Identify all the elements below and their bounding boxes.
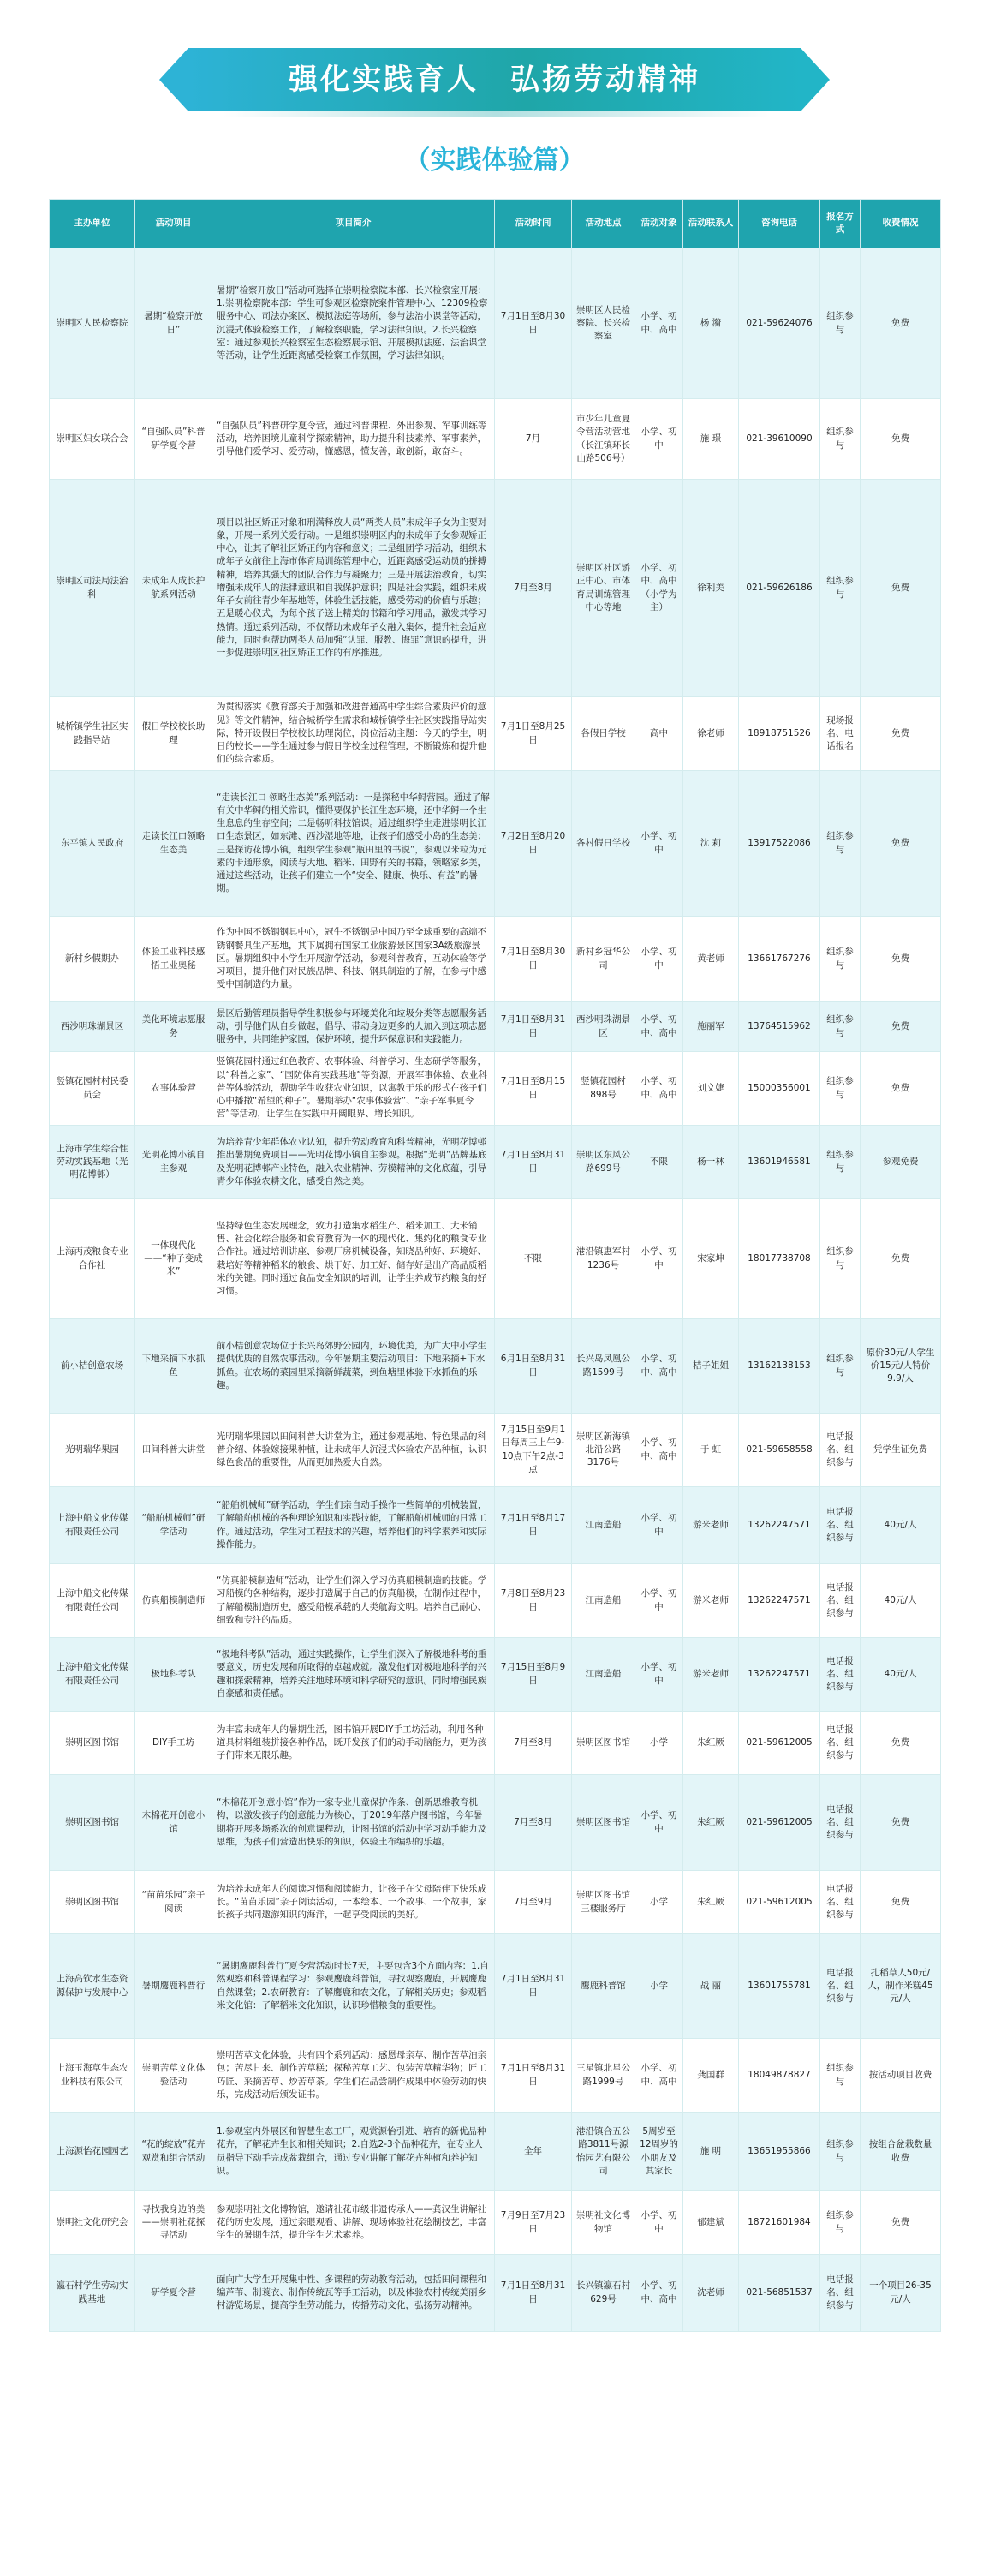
project-cell: “自强队员”科普研学夏令营 bbox=[135, 399, 212, 480]
project-cell: 崇明苦草文化体验活动 bbox=[135, 2039, 212, 2113]
signup-cell: 组织参与 bbox=[820, 480, 861, 697]
signup-cell: 组织参与 bbox=[820, 2039, 861, 2113]
contact-cell: 游米老师 bbox=[683, 1564, 739, 1638]
contact-cell: 朱红厥 bbox=[683, 1775, 739, 1871]
target-cell: 小学、初中 bbox=[635, 1564, 683, 1638]
table-row bbox=[50, 1487, 941, 1564]
intro-cell: 面向广大学生开展集中性、多课程的劳动教育活动，包括田间课程和编芦苇、制蓑衣、制作传统瓦等手工活动，以及体验农村传统美丽乡村游览场景，提高学生劳动能力，传播劳动文化，弘扬劳动精神。 bbox=[212, 2255, 495, 2332]
fee-cell: 免费 bbox=[861, 1052, 941, 1126]
signup-cell: 组织参与 bbox=[820, 1002, 861, 1052]
signup-cell: 电话报名、组织参与 bbox=[820, 1414, 861, 1487]
location-cell: 鹰鹿科普馆 bbox=[572, 1934, 635, 2039]
phone-cell: 13262247571 bbox=[739, 1487, 820, 1564]
phone-cell: 021-59624076 bbox=[739, 248, 820, 399]
location-cell: 崇明区新海镇北沿公路3176号 bbox=[572, 1414, 635, 1487]
target-cell: 小学 bbox=[635, 1871, 683, 1934]
contact-cell: 桔子姐姐 bbox=[683, 1319, 739, 1414]
project-cell: 一体现代化——“种子变成米” bbox=[135, 1199, 212, 1319]
signup-cell: 组织参与 bbox=[820, 1052, 861, 1126]
location-cell: 崇明区人民检察院、长兴检察室 bbox=[572, 248, 635, 399]
fee-cell: 免费 bbox=[861, 248, 941, 399]
time-cell: 不限 bbox=[495, 1199, 572, 1319]
table-row bbox=[50, 917, 941, 1002]
contact-cell: 杨 漪 bbox=[683, 248, 739, 399]
location-cell: 各村假日学校 bbox=[572, 771, 635, 917]
location-cell: 江南造船 bbox=[572, 1487, 635, 1564]
location-cell: 长兴镇瀛石村629号 bbox=[572, 2255, 635, 2332]
fee-cell: 凭学生证免费 bbox=[861, 1414, 941, 1487]
fee-cell: 原价30元/人学生价15元/人特价9.9/人 bbox=[861, 1319, 941, 1414]
signup-cell: 电话报名、组织参与 bbox=[820, 1564, 861, 1638]
target-cell: 小学、初中、高中 bbox=[635, 2039, 683, 2113]
intro-cell: 参观崇明社文化博物馆，邀请社花市级非遗传承人——龚汉生讲解社花的历史发展，通过亲眼观看、讲解、现场体验社花绘制技艺，丰富学生的暑期生活，提升学生艺术素养。 bbox=[212, 2191, 495, 2255]
target-cell: 小学、初中、高中 bbox=[635, 1414, 683, 1487]
column-header: 活动地点 bbox=[572, 200, 635, 248]
location-cell: 江南造船 bbox=[572, 1638, 635, 1712]
organizer-cell: 崇明区图书馆 bbox=[50, 1775, 135, 1871]
phone-cell: 13661767276 bbox=[739, 917, 820, 1002]
table-row bbox=[50, 1199, 941, 1319]
table-row bbox=[50, 248, 941, 399]
phone-cell: 13601946581 bbox=[739, 1126, 820, 1199]
table-row bbox=[50, 2255, 941, 2332]
fee-cell: 参观免费 bbox=[861, 1126, 941, 1199]
intro-cell: 竖镇花园村通过红色教育、农事体验、科普学习、生态研学等服务，以“科普之家”、“国防体育实践基地”等资源，开展军事体验、农业科普等体验活动，帮助学生收获农业知识，以寓教于乐的形式在孩子们心中播撒“希望的种子”。暑期举办“农事体验营”、“亲子军事夏令营”等活动，让学生在实践中开阔眼界、增长知识。 bbox=[212, 1052, 495, 1126]
fee-cell: 免费 bbox=[861, 1775, 941, 1871]
contact-cell: 游米老师 bbox=[683, 1638, 739, 1712]
page-header bbox=[0, 0, 989, 199]
table-row bbox=[50, 1414, 941, 1487]
project-cell: 下地采摘下水抓鱼 bbox=[135, 1319, 212, 1414]
project-cell: 假日学校校长助理 bbox=[135, 697, 212, 771]
contact-cell: 黄老师 bbox=[683, 917, 739, 1002]
table-row bbox=[50, 2113, 941, 2191]
time-cell: 7月至8月 bbox=[495, 1775, 572, 1871]
signup-cell: 电话报名、组织参与 bbox=[820, 1638, 861, 1712]
target-cell: 小学、初中 bbox=[635, 917, 683, 1002]
organizer-cell: 光明瑞华果园 bbox=[50, 1414, 135, 1487]
fee-cell: 按组合盆栽数量收费 bbox=[861, 2113, 941, 2191]
time-cell: 7月15日至8月9日 bbox=[495, 1638, 572, 1712]
column-header: 报名方式 bbox=[820, 200, 861, 248]
fee-cell: 免费 bbox=[861, 771, 941, 917]
fee-cell: 免费 bbox=[861, 697, 941, 771]
page-title: 强化实践育人 弘扬劳动精神 bbox=[289, 63, 700, 97]
time-cell: 7月9日至7月23日 bbox=[495, 2191, 572, 2255]
fee-cell: 一个项目26-35元/人 bbox=[861, 2255, 941, 2332]
phone-cell: 021-59612005 bbox=[739, 1775, 820, 1871]
column-header: 主办单位 bbox=[50, 200, 135, 248]
organizer-cell: 瀛石村学生劳动实践基地 bbox=[50, 2255, 135, 2332]
time-cell: 7月至8月 bbox=[495, 480, 572, 697]
phone-cell: 021-59658558 bbox=[739, 1414, 820, 1487]
project-cell: “花的绽放”花卉观赏和组合活动 bbox=[135, 2113, 212, 2191]
contact-cell: 沈老师 bbox=[683, 2255, 739, 2332]
time-cell: 7月8日至8月23日 bbox=[495, 1564, 572, 1638]
intro-cell: “极地科考队”活动，通过实践操作，让学生们深入了解极地科考的重要意义，历史发展和所取得的卓越成就。激发他们对极地地科学的兴趣和探索精神，培养关注地球环境和科学研究的意识。同时增强民族自豪感和责任感。 bbox=[212, 1638, 495, 1712]
phone-cell: 15000356001 bbox=[739, 1052, 820, 1126]
project-cell: 研学夏令营 bbox=[135, 2255, 212, 2332]
intro-cell: 坚持绿色生态发展理念，致力打造集水稻生产、稻米加工、大米销售、社会化综合服务和食育教育为一体的现代化、集约化的粮食专业合作社。通过培训讲座、参观厂房机械设备，知晓品种好、环境好、栽培好等精神稻米的粮食、烘干好、加工好、储存好是出产高品质稻米的关键。同时通过食品安全知识的培训，让学生养成节约粮食的好习惯。 bbox=[212, 1199, 495, 1319]
project-cell: 农事体验营 bbox=[135, 1052, 212, 1126]
table-row bbox=[50, 1638, 941, 1712]
location-cell: 长兴岛凤凰公路1599号 bbox=[572, 1319, 635, 1414]
fee-cell: 扎稻草人50元/人，制作米糕45元/人 bbox=[861, 1934, 941, 2039]
table-row bbox=[50, 1934, 941, 2039]
fee-cell: 免费 bbox=[861, 1002, 941, 1052]
phone-cell: 021-59612005 bbox=[739, 1712, 820, 1775]
fee-cell: 40元/人 bbox=[861, 1487, 941, 1564]
target-cell: 小学、初中、高中 bbox=[635, 2255, 683, 2332]
contact-cell: 郁建斌 bbox=[683, 2191, 739, 2255]
target-cell: 高中 bbox=[635, 697, 683, 771]
signup-cell: 组织参与 bbox=[820, 1319, 861, 1414]
phone-cell: 021-39610090 bbox=[739, 399, 820, 480]
contact-cell: 战 丽 bbox=[683, 1934, 739, 2039]
time-cell: 7月1日至8月31日 bbox=[495, 2039, 572, 2113]
intro-cell: 为培养未成年人的阅读习惯和阅读能力，让孩子在父母陪伴下快乐成长。“苗苗乐园”亲子阅读活动，一本绘本、一个故事、一个故事，家长孩子共同邀游知识的海洋，一起享受阅读的美好。 bbox=[212, 1871, 495, 1934]
table-row bbox=[50, 1126, 941, 1199]
fee-cell: 免费 bbox=[861, 480, 941, 697]
time-cell: 7月1日至8月31日 bbox=[495, 2255, 572, 2332]
phone-cell: 18918751526 bbox=[739, 697, 820, 771]
location-cell: 市少年儿童夏令营活动营地（长江镇环长山路506号） bbox=[572, 399, 635, 480]
intro-cell: 项目以社区矫正对象和刑满释放人员“两类人员”未成年子女为主要对象，开展一系列关爱行动。一是组织崇明区内的未成年子女参观矫正中心，让其了解社区矫正的内容和意义；二是组团学习活动，组织未成年子女前往上海市体育局训练管理中心，近距离感受运动员的拼搏精神，培养其强大的团队合作力与凝聚力；三是开展法治教育，切实增强未成年人的法律意识和自我保护意识；四是社会实践，组织未成年子女前往青少年基地等，体验生活技能，感受劳动的价值与乐趣；五是暖心仪式，为每个孩子送上精美的书籍和学习用品，激发其学习热情。通过系列活动，不仅帮助未成年子女融入集体，提升社会适应能力，同时也帮助两类人员加强“认罪、服教、悔罪”意识的提升，进一步促进崇明区社区矫正工作的有序推进。 bbox=[212, 480, 495, 697]
signup-cell: 电话报名、组织参与 bbox=[820, 1487, 861, 1564]
column-header: 活动项目 bbox=[135, 200, 212, 248]
organizer-cell: 东平镇人民政府 bbox=[50, 771, 135, 917]
contact-cell: 徐老师 bbox=[683, 697, 739, 771]
location-cell: 各假日学校 bbox=[572, 697, 635, 771]
target-cell: 小学、初中 bbox=[635, 1487, 683, 1564]
column-header: 项目简介 bbox=[212, 200, 495, 248]
project-cell: 未成年人成长护航系列活动 bbox=[135, 480, 212, 697]
target-cell: 小学、初中、高中 bbox=[635, 1052, 683, 1126]
organizer-cell: 崇明区图书馆 bbox=[50, 1871, 135, 1934]
phone-cell: 18049878827 bbox=[739, 2039, 820, 2113]
target-cell: 小学、初中 bbox=[635, 771, 683, 917]
signup-cell: 组织参与 bbox=[820, 917, 861, 1002]
project-cell: 寻找我身边的美——崇明社花探寻活动 bbox=[135, 2191, 212, 2255]
phone-cell: 13262247571 bbox=[739, 1564, 820, 1638]
contact-cell: 游米老师 bbox=[683, 1487, 739, 1564]
contact-cell: 施 璟 bbox=[683, 399, 739, 480]
organizer-cell: 上海中船文化传媒有限责任公司 bbox=[50, 1638, 135, 1712]
target-cell: 小学、初中、高中 bbox=[635, 1319, 683, 1414]
project-cell: 仿真船模制造师 bbox=[135, 1564, 212, 1638]
fee-cell: 40元/人 bbox=[861, 1564, 941, 1638]
location-cell: 港沿镇合五公路3811号源怡园艺有限公司 bbox=[572, 2113, 635, 2191]
location-cell: 竖镇花园村898号 bbox=[572, 1052, 635, 1126]
contact-cell: 徐利美 bbox=[683, 480, 739, 697]
intro-cell: 为培养青少年群体农业认知，提升劳动教育和科普精神，光明花博邨推出暑期免费项目——光明花博小镇自主参观。根据“光明”品牌基底及光明花博邨产业特色，融入农业精神、劳模精神的文化底蕴，引导青少年体验农耕文化，感受自然之美。 bbox=[212, 1126, 495, 1199]
organizer-cell: 上海市学生综合性劳动实践基地（光明花博邨） bbox=[50, 1126, 135, 1199]
signup-cell: 电话报名、组织参与 bbox=[820, 1712, 861, 1775]
contact-cell: 朱红厥 bbox=[683, 1712, 739, 1775]
intro-cell: 崇明苦草文化体验，共有四个系列活动：感恩母亲草、制作苦草泊亲包；苦尽甘来、制作苦草糕；探秘苦草工艺、包装苦草精华物；匠工巧匠、采摘苦草、炒苦草茶。学生们在品尝制作成果中体验劳动的快乐，完成活动后颁发证书。 bbox=[212, 2039, 495, 2113]
page-subtitle: （实践体验篇） bbox=[404, 146, 585, 176]
time-cell: 7月1日至8月31日 bbox=[495, 1002, 572, 1052]
signup-cell: 组织参与 bbox=[820, 248, 861, 399]
time-cell: 全年 bbox=[495, 2113, 572, 2191]
location-cell: 崇明区图书馆三楼服务厅 bbox=[572, 1871, 635, 1934]
phone-cell: 18017738708 bbox=[739, 1199, 820, 1319]
location-cell: 江南造船 bbox=[572, 1564, 635, 1638]
contact-cell: 宋家坤 bbox=[683, 1199, 739, 1319]
phone-cell: 021-56851537 bbox=[739, 2255, 820, 2332]
location-cell: 崇明区社区矫正中心、市体育局训练管理中心等地 bbox=[572, 480, 635, 697]
fee-cell: 40元/人 bbox=[861, 1638, 941, 1712]
table-row bbox=[50, 1712, 941, 1775]
intro-cell: “自强队员”科普研学夏令营，通过科普课程、外出参观、军事训练等活动，培养困境儿童科学探索精神，助力提升科技素养、军事素养，引导他们爱学习、爱劳动，懂感恩，懂友善，敢创新，敢奋斗。 bbox=[212, 399, 495, 480]
intro-cell: 为贯彻落实《教育部关于加强和改进普通高中学生综合素质评价的意见》等文件精神，结合城桥学生需求和城桥镇学生社区实践指导站实际，特开设假日学校校长助理岗位，岗位活动主题：今天的学生，明日的校长——学生通过参与假日学校全过程管理，不断锻炼和提升他们的综合素质。 bbox=[212, 697, 495, 771]
phone-cell: 18721601984 bbox=[739, 2191, 820, 2255]
table-row bbox=[50, 2039, 941, 2113]
fee-cell: 免费 bbox=[861, 1871, 941, 1934]
intro-cell: “走读长江口 领略生态美”系列活动：一是探秘中华鲟营园。通过了解有关中华鲟的相关常识，懂得要保护长江生态环境，还中华鲟一个生生息息的生存空间；二是畅听科技馆课。通过组织学生走进崇明长江口生态景区，如东滩、西沙湿地等地，让孩子们感受小岛的生态美；三是探访花博小镇，组织学生参观“瓶田里的书说”，参观以米粒为元素的卡通形象，阅读与大地、稻米、田野有关的书籍，领略家乡美，通过这些活动，让孩子们建立一个“安全、健康、快乐、有益”的暑期。 bbox=[212, 771, 495, 917]
intro-cell: 光明瑞华果园以田间科普大讲堂为主，通过参观基地、特色果品的科普介绍、体验嫁接果种植，让未成年人沉浸式体验农产品种植，认识绿色食品的重要性，从而更加热爱大自然。 bbox=[212, 1414, 495, 1487]
column-header: 活动对象 bbox=[635, 200, 683, 248]
time-cell: 7月15日至9月1日每周三上午9-10点下午2点-3点 bbox=[495, 1414, 572, 1487]
intro-cell: “木棉花开创意小馆”作为一家专业儿童保护作条、创新思维教育机构，以激发孩子的创意能力为核心，于2019年落户图书馆，今年暑期将开展多场系次的创意课程动，让图书馆的活动中学习动手能力及思维，为孩子们营造出快乐的知识，体验土布编织的乐趣。 bbox=[212, 1775, 495, 1871]
organizer-cell: 上海丙茂粮食专业合作社 bbox=[50, 1199, 135, 1319]
table-row bbox=[50, 697, 941, 771]
target-cell: 小学、初中 bbox=[635, 1638, 683, 1712]
target-cell: 小学、初中 bbox=[635, 2191, 683, 2255]
location-cell: 崇明社文化博物馆 bbox=[572, 2191, 635, 2255]
project-cell: 暑期“检察开放日” bbox=[135, 248, 212, 399]
fee-cell: 免费 bbox=[861, 399, 941, 480]
time-cell: 7月1日至8月15日 bbox=[495, 1052, 572, 1126]
intro-cell: 为丰富未成年人的暑期生活，图书馆开展DIY手工坊活动，利用各种道具材料组装拼接各种作品，既开发孩子们的动手动脑能力，更为孩子们带来无限乐趣。 bbox=[212, 1712, 495, 1775]
organizer-cell: 上海源怡花园园艺 bbox=[50, 2113, 135, 2191]
contact-cell: 于 虹 bbox=[683, 1414, 739, 1487]
target-cell: 5周岁至12周岁的小朋友及其家长 bbox=[635, 2113, 683, 2191]
location-cell: 西沙明珠湖景区 bbox=[572, 1002, 635, 1052]
location-cell: 崇明区东风公路699号 bbox=[572, 1126, 635, 1199]
table-row bbox=[50, 1002, 941, 1052]
target-cell: 小学、初中、高中 bbox=[635, 248, 683, 399]
contact-cell: 朱红厥 bbox=[683, 1871, 739, 1934]
table-row bbox=[50, 1775, 941, 1871]
contact-cell: 施丽军 bbox=[683, 1002, 739, 1052]
phone-cell: 021-59612005 bbox=[739, 1871, 820, 1934]
organizer-cell: 崇明区人民检察院 bbox=[50, 248, 135, 399]
fee-cell: 免费 bbox=[861, 2191, 941, 2255]
project-cell: “船舶机械师”研学活动 bbox=[135, 1487, 212, 1564]
organizer-cell: 上海中船文化传媒有限责任公司 bbox=[50, 1564, 135, 1638]
location-cell: 新村乡冠华公司 bbox=[572, 917, 635, 1002]
time-cell: 7月至8月 bbox=[495, 1712, 572, 1775]
table-row bbox=[50, 399, 941, 480]
time-cell: 7月1日至8月30日 bbox=[495, 248, 572, 399]
target-cell: 小学、初中 bbox=[635, 399, 683, 480]
location-cell: 崇明区图书馆 bbox=[572, 1712, 635, 1775]
table-row bbox=[50, 1319, 941, 1414]
contact-cell: 杨一林 bbox=[683, 1126, 739, 1199]
phone-cell: 13162138153 bbox=[739, 1319, 820, 1414]
organizer-cell: 前小桔创意农场 bbox=[50, 1319, 135, 1414]
target-cell: 小学、初中 bbox=[635, 1775, 683, 1871]
location-cell: 港沿镇惠军村1236号 bbox=[572, 1199, 635, 1319]
table-row bbox=[50, 480, 941, 697]
time-cell: 6月1日至8月31日 bbox=[495, 1319, 572, 1414]
column-header: 收费情况 bbox=[861, 200, 941, 248]
target-cell: 小学、初中、高中（小学为主） bbox=[635, 480, 683, 697]
organizer-cell: 城桥镇学生社区实践指导站 bbox=[50, 697, 135, 771]
table-row bbox=[50, 1871, 941, 1934]
intro-cell: 暑期“检察开放日”活动可选择在崇明检察院本部、长兴检察室开展：1.崇明检察院本部：学生可参观区检察院案件管理中心、12309检察服务中心、司法办案区、模拟法庭等场所，参与法治小课堂等活动，沉浸式体验检察工作，了解检察职能，学习法律知识。2.长兴检察室：通过参观长兴检察室生态检察展示馆、开展模拟法庭、法治课堂等活动，让学生近距离感受检察工作氛围，学习法律知识。 bbox=[212, 248, 495, 399]
phone-cell: 13651955866 bbox=[739, 2113, 820, 2191]
signup-cell: 电话报名、组织参与 bbox=[820, 1934, 861, 2039]
target-cell: 小学、初中 bbox=[635, 1199, 683, 1319]
contact-cell: 刘文婕 bbox=[683, 1052, 739, 1126]
table-header-row bbox=[50, 200, 941, 248]
target-cell: 小学、初中、高中 bbox=[635, 1002, 683, 1052]
activity-table bbox=[49, 199, 941, 2332]
project-cell: 木棉花开创意小馆 bbox=[135, 1775, 212, 1871]
project-cell: 体验工业科技感悟工业奥秘 bbox=[135, 917, 212, 1002]
signup-cell: 电话报名、组织参与 bbox=[820, 1775, 861, 1871]
column-header: 咨询电话 bbox=[739, 200, 820, 248]
phone-cell: 13917522086 bbox=[739, 771, 820, 917]
organizer-cell: 崇明区司法局法治科 bbox=[50, 480, 135, 697]
phone-cell: 13764515962 bbox=[739, 1002, 820, 1052]
organizer-cell: 上海玉海草生态农业科技有限公司 bbox=[50, 2039, 135, 2113]
contact-cell: 龚国群 bbox=[683, 2039, 739, 2113]
signup-cell: 组织参与 bbox=[820, 1126, 861, 1199]
column-header: 活动时间 bbox=[495, 200, 572, 248]
signup-cell: 组织参与 bbox=[820, 2191, 861, 2255]
intro-cell: 前小桔创意农场位于长兴岛郊野公园内，环境优美，为广大中小学生提供优质的自然农事活动。今年暑期主要活动项目：下地采摘+下水抓鱼。在农场的菜园里采摘新鲜蔬菜，到鱼塘里体验下水抓鱼的乐趣。 bbox=[212, 1319, 495, 1414]
signup-cell: 组织参与 bbox=[820, 1199, 861, 1319]
intro-cell: “仿真船模制造师”活动，让学生们深入学习仿真船模制造的技能。学习船模的各种结构，逐步打造属于自己的仿真船模，在制作过程中，了解船模制造历史，感受船模承载的人类航海文明。培养自己耐心、细致和专注的品质。 bbox=[212, 1564, 495, 1638]
organizer-cell: 西沙明珠湖景区 bbox=[50, 1002, 135, 1052]
organizer-cell: 上海高钦水生态资源保护与发展中心 bbox=[50, 1934, 135, 2039]
table-row bbox=[50, 1564, 941, 1638]
time-cell: 7月1日至8月25日 bbox=[495, 697, 572, 771]
phone-cell: 13262247571 bbox=[739, 1638, 820, 1712]
project-cell: 走读长江口领略生态美 bbox=[135, 771, 212, 917]
table-row bbox=[50, 2191, 941, 2255]
time-cell: 7月1日至8月31日 bbox=[495, 1934, 572, 2039]
project-cell: 暑期鹰鹿科普行 bbox=[135, 1934, 212, 2039]
signup-cell: 组织参与 bbox=[820, 399, 861, 480]
signup-cell: 组织参与 bbox=[820, 2113, 861, 2191]
location-cell: 崇明区图书馆 bbox=[572, 1775, 635, 1871]
target-cell: 小学 bbox=[635, 1712, 683, 1775]
project-cell: DIY手工坊 bbox=[135, 1712, 212, 1775]
column-header: 活动联系人 bbox=[683, 200, 739, 248]
fee-cell: 免费 bbox=[861, 917, 941, 1002]
contact-cell: 沈 莉 bbox=[683, 771, 739, 917]
contact-cell: 施 明 bbox=[683, 2113, 739, 2191]
organizer-cell: 新村乡假期办 bbox=[50, 917, 135, 1002]
fee-cell: 按活动项目收费 bbox=[861, 2039, 941, 2113]
time-cell: 7月1日至8月30日 bbox=[495, 917, 572, 1002]
time-cell: 7月1日至8月31日 bbox=[495, 1126, 572, 1199]
fee-cell: 免费 bbox=[861, 1712, 941, 1775]
phone-cell: 021-59626186 bbox=[739, 480, 820, 697]
intro-cell: 景区后勤管理员指导学生积极参与环境美化和垃圾分类等志愿服务活动，引导他们从自身做起，倡导、带动身边更多的人加入到这项志愿服务中，共同维护家园，保护环境，提升环保意识和实践能力。 bbox=[212, 1002, 495, 1052]
organizer-cell: 上海中船文化传媒有限责任公司 bbox=[50, 1487, 135, 1564]
intro-cell: 作为中国不锈钢钢具中心，冠牛不锈钢是中国乃至全球重要的高端不锈钢餐具生产基地，其下属拥有国家工业旅游景区国家3A级旅游景区。暑期组织中小学生开展游学活动，参观科普教育，互动体验等学习项目，提升他们对民族品牌、科技、钢具制造的了解，在参与中感受中国制造的力量。 bbox=[212, 917, 495, 1002]
intro-cell: 1.参观室内外展区和智慧生态工厂，观赏源怡引进、培育的新优品种花卉，了解花卉生长和相关知识；2.自选2-3个品种花卉，在专业人员指导下动手完成盆栽组合，通过专业讲解了解花卉种植和养护知识。 bbox=[212, 2113, 495, 2191]
signup-cell: 组织参与 bbox=[820, 771, 861, 917]
intro-cell: “船舶机械师”研学活动，学生们亲自动手操作一些简单的机械装置，了解船舶机械的各种理论知识和实践技能，了解船舶机械师的日常工作。通过活动，学生对工程技术的兴趣，培养他们的科学素养和实际操作能力。 bbox=[212, 1487, 495, 1564]
organizer-cell: 崇明区图书馆 bbox=[50, 1712, 135, 1775]
table-row bbox=[50, 771, 941, 917]
organizer-cell: 崇明区妇女联合会 bbox=[50, 399, 135, 480]
location-cell: 三星镇北星公路1999号 bbox=[572, 2039, 635, 2113]
time-cell: 7月1日至8月17日 bbox=[495, 1487, 572, 1564]
project-cell: “苗苗乐园”亲子阅读 bbox=[135, 1871, 212, 1934]
organizer-cell: 崇明社文化研究会 bbox=[50, 2191, 135, 2255]
project-cell: 美化环境志愿服务 bbox=[135, 1002, 212, 1052]
organizer-cell: 竖镇花园村村民委员会 bbox=[50, 1052, 135, 1126]
signup-cell: 电话报名、组织参与 bbox=[820, 1871, 861, 1934]
time-cell: 7月 bbox=[495, 399, 572, 480]
time-cell: 7月2日至8月20日 bbox=[495, 771, 572, 917]
phone-cell: 13601755781 bbox=[739, 1934, 820, 2039]
time-cell: 7月至9月 bbox=[495, 1871, 572, 1934]
project-cell: 极地科考队 bbox=[135, 1638, 212, 1712]
project-cell: 田间科普大讲堂 bbox=[135, 1414, 212, 1487]
signup-cell: 现场报名、电话报名 bbox=[820, 697, 861, 771]
signup-cell: 电话报名、组织参与 bbox=[820, 2255, 861, 2332]
fee-cell: 免费 bbox=[861, 1199, 941, 1319]
target-cell: 小学 bbox=[635, 1934, 683, 2039]
project-cell: 光明花博小镇自主参观 bbox=[135, 1126, 212, 1199]
table-row bbox=[50, 1052, 941, 1126]
target-cell: 不限 bbox=[635, 1126, 683, 1199]
intro-cell: “暑期鹰鹿科普行”夏令营活动时长7天，主要包含3个方面内容：1.自然观察和科普课程学习：参观鹰鹿科普馆，寻找观察鹰鹿，开展鹰鹿自然课堂；2.农研教育：了解鹰鹿和农文化，了解相关历史；参观稻米文化馆：了解稻米文化知识，认识珍惜粮食的重要性。 bbox=[212, 1934, 495, 2039]
